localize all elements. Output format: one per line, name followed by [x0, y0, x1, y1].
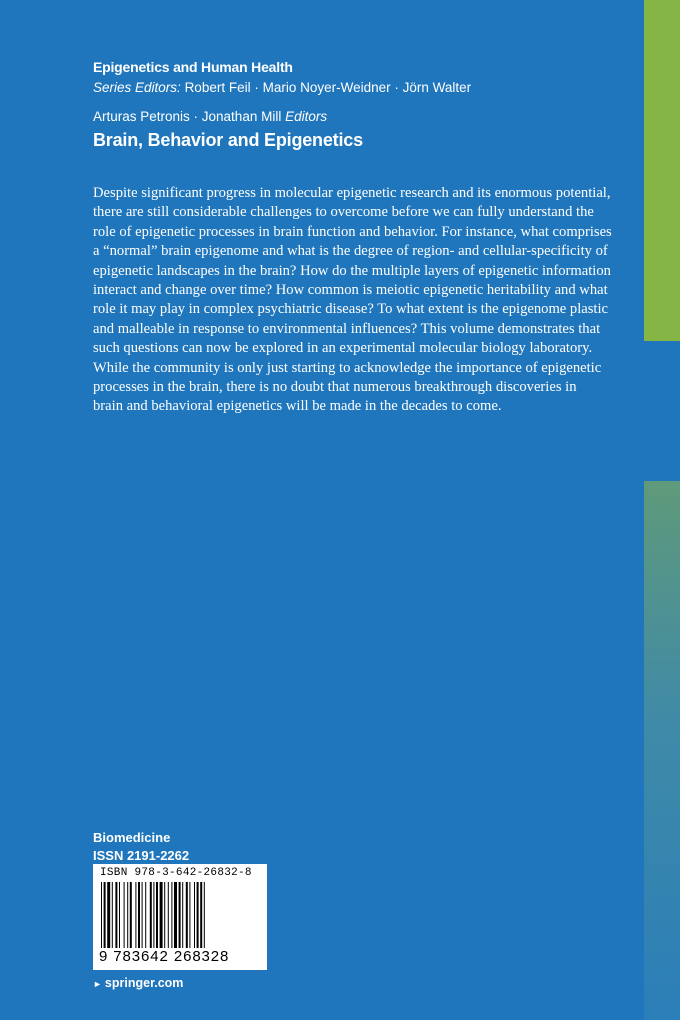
description-line: epigenetic landscapes in the brain? How do the multiple layers of epigenetic information: [93, 262, 611, 279]
isbn-text: ISBN 978-3-642-26832-8: [100, 867, 252, 879]
green-accent-bar-top: [644, 0, 680, 341]
arrow-icon: ►: [93, 979, 102, 989]
description-line: role it may play in complex psychiatric disease? To what extent is the epigenome plastic: [93, 301, 609, 318]
series-editors: [93, 80, 471, 95]
series-title: Epigenetics and Human Health: [93, 59, 293, 75]
book-editors-label: Editors: [285, 109, 328, 124]
green-accent-bar-bottom: [644, 481, 680, 1020]
publisher-website: [93, 976, 183, 990]
description-line: such questions can now be explored in an experimental molecular biology laboratory.: [93, 340, 593, 357]
book-editors-names: Arturas Petronis · Jonathan Mill: [93, 109, 282, 124]
website-text: springer.com: [104, 976, 184, 990]
description-line: there are still considerable challenges to overcome before we can fully understand the: [93, 204, 594, 221]
barcode-bars: [99, 882, 259, 956]
description-line: brain and behavioral epigenetics will be made in the decades to come.: [93, 398, 502, 415]
description-line: a “normal” brain epigenome and what is the degree of region- and cellular-specificity of: [93, 243, 608, 260]
barcode: [93, 864, 267, 970]
book-description: [93, 184, 613, 417]
description-line: While the community is only just starting to acknowledge the importance of epigenetic: [93, 359, 602, 376]
series-editors-names: Robert Feil · Mario Noyer-Weidner · Jörn Walter: [184, 80, 472, 95]
description-line: role of epigenetic processes in brain function and behavior. For instance, what comprises: [93, 223, 612, 240]
description-line: Despite significant progress in molecular epigenetic research and its enormous potential,: [93, 185, 611, 201]
book-title: Brain, Behavior and Epigenetics: [93, 130, 363, 150]
description-line: processes in the brain, there is no doubt that numerous breakthrough discoveries in: [93, 379, 577, 396]
description-line: interact and change over time? How common is meiotic epigenetic heritability and what: [93, 282, 608, 299]
issn: ISSN 2191-2262: [93, 848, 190, 863]
series-editors-label: Series Editors:: [93, 80, 181, 95]
book-editors: [93, 109, 327, 124]
description-line: and malleable in response to environmental influences? This volume demonstrates that: [93, 320, 601, 337]
ean-digits: 9 783642 268328: [99, 948, 230, 965]
subject-category: Biomedicine: [93, 830, 171, 845]
